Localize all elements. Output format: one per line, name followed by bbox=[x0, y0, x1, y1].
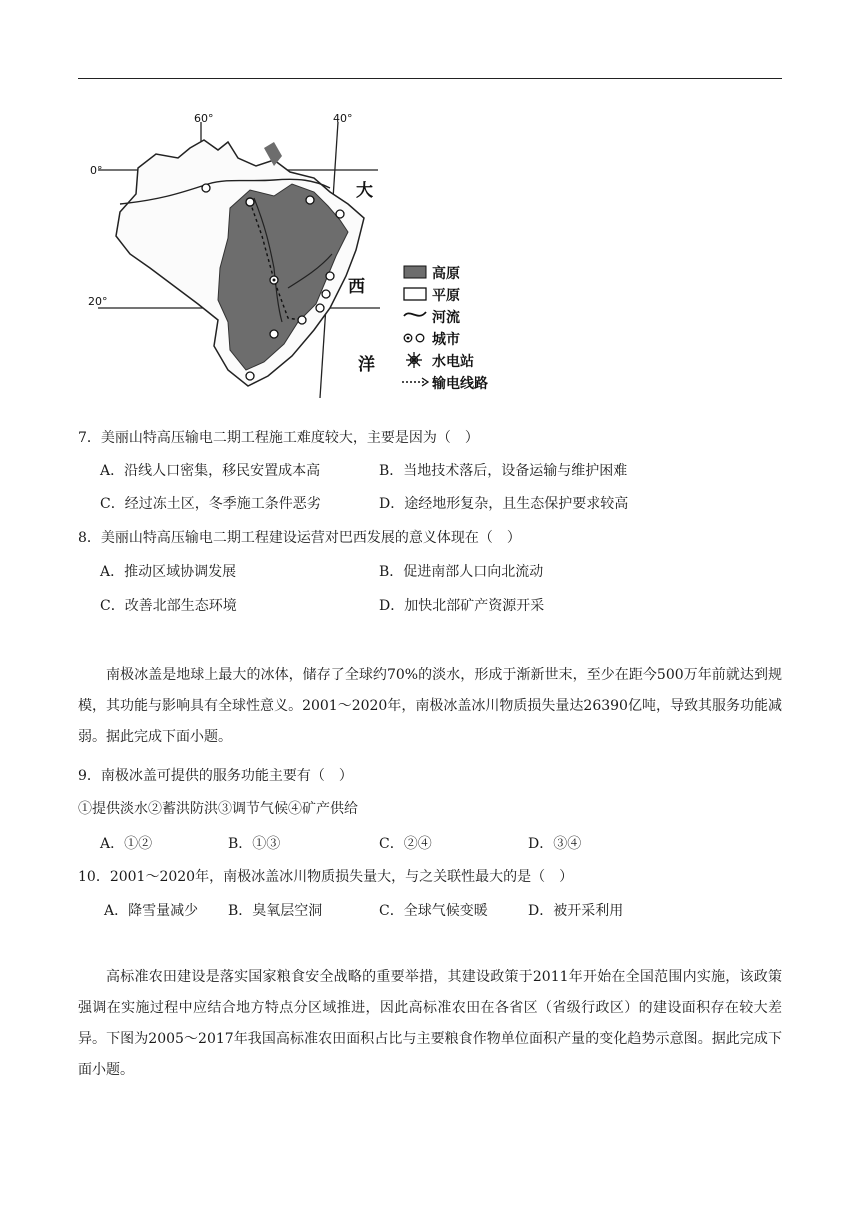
q9-option-c[interactable]: C．②④ bbox=[379, 836, 432, 852]
ocean-char-1: 大 bbox=[356, 181, 373, 201]
q10-option-b[interactable]: B．臭氧层空洞 bbox=[228, 903, 323, 919]
hydropower-station-icon bbox=[406, 352, 422, 368]
q8-option-b[interactable]: B．促进南部人口向北流动 bbox=[379, 564, 544, 580]
q9-items: ①提供淡水②蓄洪防洪③调节气候④矿产供给 bbox=[78, 801, 358, 817]
city-icon bbox=[306, 196, 314, 204]
city-icon bbox=[322, 290, 330, 298]
brazil-map bbox=[78, 108, 510, 408]
legend-label-plateau: 高原 bbox=[432, 266, 460, 282]
river-icon bbox=[404, 312, 426, 316]
lat-label-20: 20° bbox=[88, 295, 108, 308]
city-icon bbox=[336, 210, 344, 218]
city-icon bbox=[316, 304, 324, 312]
q10-stem: 10．2001～2020年，南极冰盖冰川物质损失量大，与之关联性最大的是（ ） bbox=[78, 869, 574, 885]
q7-option-c[interactable]: C．经过冻土区，冬季施工条件恶劣 bbox=[100, 496, 321, 512]
legend-capital-dot bbox=[407, 337, 410, 340]
city-icon bbox=[202, 184, 210, 192]
q9-option-a[interactable]: A．①② bbox=[100, 836, 153, 852]
q8-option-a[interactable]: A．推动区域协调发展 bbox=[100, 564, 237, 580]
passage-farmland bbox=[78, 962, 782, 1086]
capital-dot bbox=[273, 279, 276, 282]
city-icon bbox=[326, 272, 334, 280]
q10-option-a[interactable]: A．降雪量减少 bbox=[104, 903, 199, 919]
q8-option-c[interactable]: C．改善北部生态环境 bbox=[100, 598, 237, 614]
legend-label-river: 河流 bbox=[432, 310, 460, 326]
lon-label-40: 40° bbox=[333, 112, 353, 125]
q7-stem: 7．美丽山特高压输电二期工程施工难度较大，主要是因为（ ） bbox=[78, 430, 479, 446]
plateau-swatch-icon bbox=[404, 266, 426, 278]
lat-label-0: 0° bbox=[90, 164, 103, 177]
legend-label-transmission: 输电线路 bbox=[432, 376, 488, 392]
q9-stem: 9．南极冰盖可提供的服务功能主要有（ ） bbox=[78, 768, 353, 784]
q8-option-d[interactable]: D．加快北部矿产资源开采 bbox=[379, 598, 545, 614]
ocean-char-3: 洋 bbox=[358, 355, 375, 375]
map-legend bbox=[402, 265, 488, 392]
q8-stem: 8．美丽山特高压输电二期工程建设运营对巴西发展的意义体现在（ ） bbox=[78, 530, 521, 546]
header-rule bbox=[78, 78, 782, 79]
legend-label-hydropower: 水电站 bbox=[432, 354, 474, 370]
q7-option-a[interactable]: A．沿线人口密集，移民安置成本高 bbox=[100, 463, 321, 479]
passage-antarctic-text: 南极冰盖是地球上最大的冰体，储存了全球约70%的淡水，形成于渐新世末，至少在距今500万年前就达到规模，其功能与影响具有全球性意义。2001～2020年，南极冰盖冰川物质损失量达26390亿吨，导致其服务功能减弱。据此完成下面小题。 bbox=[78, 667, 782, 745]
city-icon bbox=[298, 316, 306, 324]
legend-label-city: 城市 bbox=[432, 332, 460, 348]
q9-option-b[interactable]: B．①③ bbox=[228, 836, 281, 852]
plain-swatch-icon bbox=[404, 288, 426, 300]
passage-antarctic bbox=[78, 660, 782, 753]
q10-option-d[interactable]: D．被开采利用 bbox=[528, 903, 624, 919]
q7-option-b[interactable]: B．当地技术落后，设备运输与维护困难 bbox=[379, 463, 628, 479]
q10-option-c[interactable]: C．全球气候变暖 bbox=[379, 903, 488, 919]
city-icon bbox=[270, 330, 278, 338]
ocean-char-2: 西 bbox=[348, 277, 365, 297]
q7-option-d[interactable]: D．途经地形复杂，且生态保护要求较高 bbox=[379, 496, 629, 512]
legend-label-plain: 平原 bbox=[432, 288, 460, 304]
q9-option-d[interactable]: D．③④ bbox=[528, 836, 582, 852]
city-icon bbox=[246, 372, 254, 380]
lon-label-60: 60° bbox=[194, 112, 214, 125]
hydropower-station-icon bbox=[246, 198, 254, 206]
passage-farmland-text: 高标准农田建设是落实国家粮食安全战略的重要举措，其建设政策于2011年开始在全国范围内实施，该政策强调在实施过程中应结合地方特点分区域推进，因此高标准农田在各省区（省级行政区）的建设面积存在较大差异。下图为2005～2017年我国高标准农田面积占比与主要粮食作物单位面积产量的变化趋势示意图。据此完成下面小题。 bbox=[78, 969, 782, 1078]
city-icon bbox=[416, 334, 424, 342]
